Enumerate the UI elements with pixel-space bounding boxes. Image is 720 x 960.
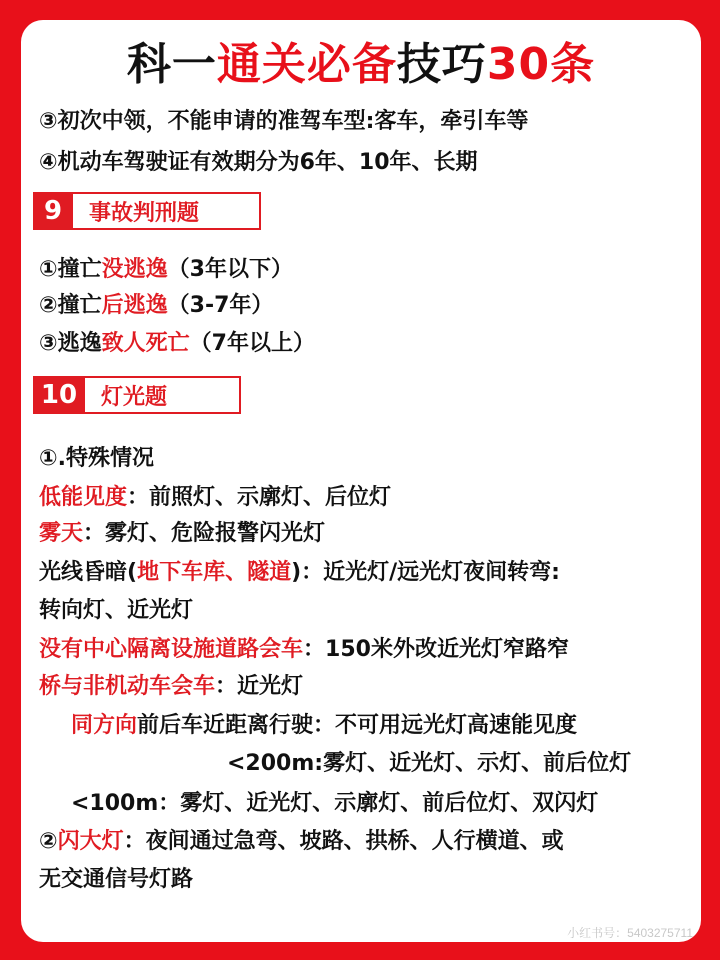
light-line-9: <200m:雾灯、近光灯、示灯、前后位灯 <box>227 751 632 776</box>
title-part1: 科一 <box>126 39 217 90</box>
light-line-11 <box>39 824 564 855</box>
light-highlight: 没有中心隔离设施道路会车 <box>39 637 304 662</box>
title-part4: 30条 <box>486 39 596 90</box>
accident-line-3 <box>39 326 315 357</box>
light-highlight: 同方向 <box>71 713 138 738</box>
light-line-2 <box>39 480 391 511</box>
light-text: ：前照灯、示廓灯、后位灯 <box>127 485 392 510</box>
light-line-1: ①.特殊情况 <box>39 446 154 471</box>
accident-label: ②撞亡 <box>39 293 102 318</box>
accident-label: ③逃逸 <box>39 331 102 356</box>
accident-term: （3-7年） <box>167 293 274 318</box>
light-line-7 <box>39 669 303 700</box>
light-text: ② <box>39 829 58 854</box>
title-part2: 通关必备 <box>216 39 397 90</box>
light-highlight: 地下车库、隧道 <box>137 560 292 585</box>
top-line-4: ④机动车驾驶证有效期分为6年、10年、长期 <box>39 150 478 175</box>
accident-highlight: 没逃逸 <box>101 257 168 282</box>
light-line-10: <100m：雾灯、近光灯、示廓灯、前后位灯、双闪灯 <box>71 791 599 816</box>
accident-line-2 <box>39 288 273 319</box>
light-line-4 <box>39 555 560 586</box>
light-text: ：150米外改近光灯窄路窄 <box>303 637 569 662</box>
light-line-12: 无交通信号灯路 <box>39 867 194 892</box>
watermark: 小红书号：5403275711 <box>567 926 693 940</box>
light-text: ：夜间通过急弯、坡路、拱桥、人行横道、或 <box>123 829 564 854</box>
section-name: 灯光题 <box>85 376 241 414</box>
light-highlight: 雾天 <box>39 521 84 546</box>
section-number: 10 <box>33 376 85 414</box>
light-text: ：雾灯、危险报警闪光灯 <box>83 521 326 546</box>
light-text: 光线昏暗( <box>39 560 138 585</box>
section-9-header <box>33 192 261 230</box>
light-text: )：近光灯/远光灯夜间转弯: <box>291 560 560 585</box>
accident-highlight: 后逃逸 <box>101 293 168 318</box>
light-highlight: 低能见度 <box>39 485 128 510</box>
section-number: 9 <box>33 192 73 230</box>
light-line-3 <box>39 516 325 547</box>
light-text: ：近光灯 <box>215 674 304 699</box>
section-10-header <box>33 376 241 414</box>
light-highlight: 闪大灯 <box>57 829 124 854</box>
light-line-8 <box>71 708 577 739</box>
accident-term: （3年以下） <box>167 257 293 282</box>
light-line-6 <box>39 632 569 663</box>
light-text: 前后车近距离行驶：不可用远光灯高速能见度 <box>137 713 578 738</box>
section-name: 事故判刑题 <box>73 192 261 230</box>
light-line-5: 转向灯、近光灯 <box>39 598 194 623</box>
accident-highlight: 致人死亡 <box>101 331 190 356</box>
light-highlight: 桥与非机动车会车 <box>39 674 216 699</box>
top-line-3: ③初次中领，不能申请的准驾车型:客车，牵引车等 <box>39 109 529 134</box>
content-card <box>21 20 701 942</box>
page-title <box>21 28 701 92</box>
accident-term: （7年以上） <box>189 331 315 356</box>
accident-line-1 <box>39 252 293 283</box>
accident-label: ①撞亡 <box>39 257 102 282</box>
title-part3: 技巧 <box>396 39 487 90</box>
